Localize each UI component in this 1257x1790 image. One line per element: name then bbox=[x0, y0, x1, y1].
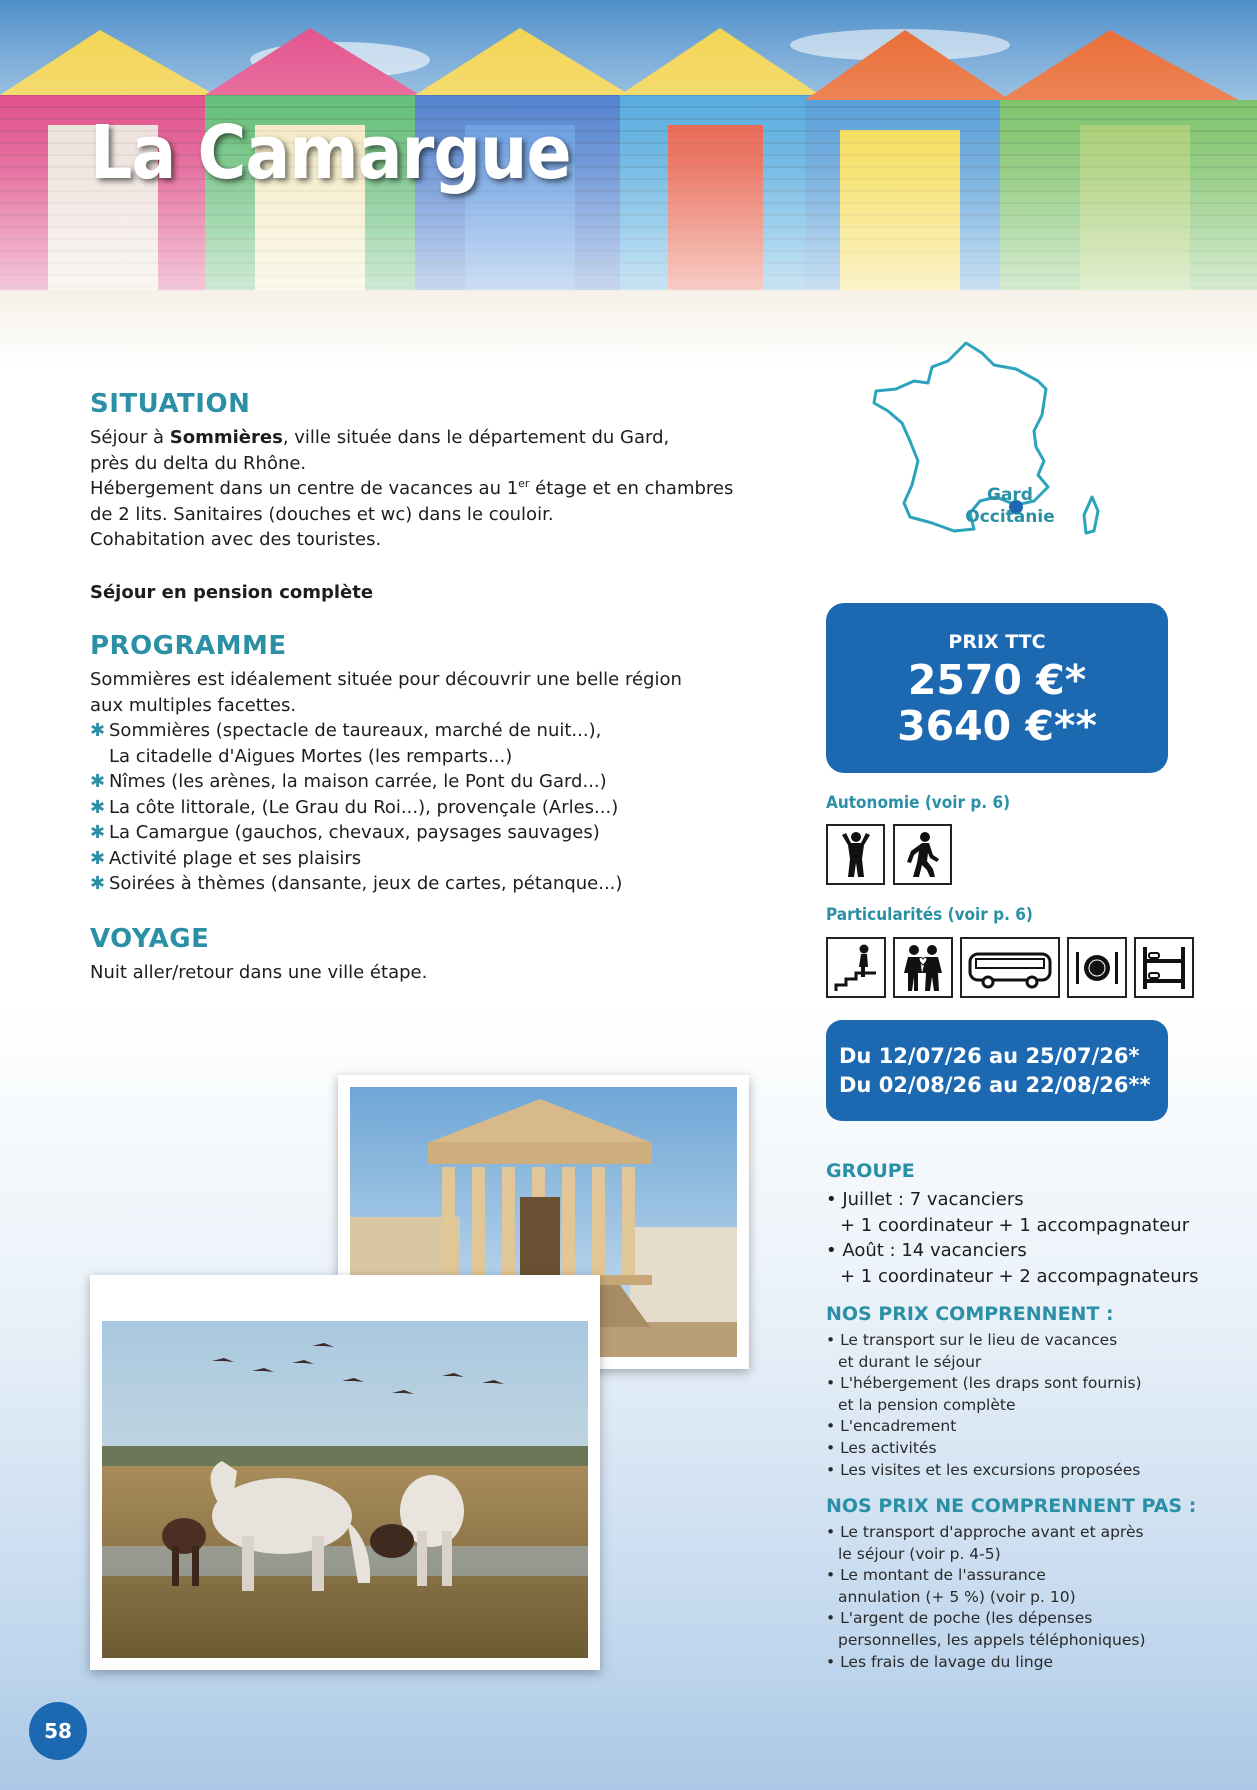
programme-heading: PROGRAMME bbox=[90, 631, 287, 661]
programme-item: ✱ Soirées à thèmes (dansante, jeux de cartes, pétanque...) bbox=[90, 871, 682, 897]
includes-heading: NOS PRIX COMPRENNENT : bbox=[826, 1303, 1114, 1325]
excludes-list bbox=[826, 1522, 1146, 1673]
excludes-line: annulation (+ 5 %) (voir p. 10) bbox=[838, 1587, 1076, 1606]
situation-line-5: Cohabitation avec des touristes. bbox=[90, 529, 382, 550]
header-banner bbox=[0, 0, 1257, 370]
groupe-line: + 1 coordinateur + 2 accompagnateurs bbox=[840, 1265, 1199, 1287]
groupe-line: • Juillet : 7 vacanciers bbox=[826, 1189, 1024, 1210]
minibus-icon bbox=[960, 937, 1060, 998]
price-label: PRIX TTC bbox=[948, 631, 1046, 653]
situation-line-4: de 2 lits. Sanitaires (douches et wc) dans le couloir. bbox=[90, 503, 554, 525]
couple-icon bbox=[893, 937, 953, 998]
includes-line: • L'encadrement bbox=[826, 1417, 957, 1436]
autonomie-label: Autonomie (voir p. 6) bbox=[826, 793, 1011, 813]
excludes-line: • Le transport d'approche avant et après bbox=[826, 1523, 1144, 1541]
includes-line: et la pension complète bbox=[838, 1395, 1016, 1414]
bullet-icon: ✱ bbox=[90, 796, 106, 818]
excludes-line: personnelles, les appels téléphoniques) bbox=[838, 1630, 1146, 1649]
excludes-line: • Le montant de l'assurance bbox=[826, 1566, 1046, 1585]
price-value-1: 2570 €* bbox=[907, 656, 1087, 704]
programme-item: ✱ La côte littorale, (Le Grau du Roi...), provençale (Arles...) bbox=[90, 795, 682, 821]
bullet-icon: ✱ bbox=[90, 771, 106, 792]
includes-line: • L'hébergement (les draps sont fournis) bbox=[826, 1374, 1142, 1393]
groupe-line: • Août : 14 vacanciers bbox=[826, 1240, 1027, 1261]
includes-line: • Les activités bbox=[826, 1438, 937, 1457]
situation-line-1: Séjour à Sommières, ville située dans le département du Gard, bbox=[90, 427, 670, 448]
page-number: 58 bbox=[29, 1702, 87, 1760]
price-value-2: 3640 €** bbox=[897, 702, 1097, 750]
page-title: La Camargue bbox=[90, 110, 571, 196]
date-range-2: Du 02/08/26 au 22/08/26** bbox=[839, 1073, 1151, 1097]
groupe-line: + 1 coordinateur + 1 accompagnateur bbox=[840, 1214, 1190, 1236]
pension-note: Séjour en pension complète bbox=[90, 582, 374, 603]
bullet-icon: ✱ bbox=[90, 847, 106, 869]
programme-item-continuation: La citadelle d'Aigues Mortes (les remparts...) bbox=[109, 745, 513, 767]
programme-item: ✱ Sommières (spectacle de taureaux, marché de nuit...), La citadelle d'Aigues Mortes (les remparts...) bbox=[90, 718, 682, 769]
programme-item: ✱ La Camargue (gauchos, chevaux, paysages sauvages) bbox=[90, 820, 682, 846]
stairs-icon bbox=[826, 937, 886, 998]
map-region: Occitanie bbox=[965, 507, 1055, 527]
situation-heading: SITUATION bbox=[90, 389, 251, 419]
walking-person-icon bbox=[893, 824, 952, 885]
programme-item: ✱ Activité plage et ses plaisirs bbox=[90, 846, 682, 872]
bullet-icon: ✱ bbox=[90, 720, 106, 741]
bullet-icon: ✱ bbox=[90, 822, 106, 843]
includes-line: • Les visites et les excursions proposées bbox=[826, 1460, 1141, 1479]
standing-person-icon bbox=[826, 824, 885, 885]
situation-line-2: près du delta du Rhône. bbox=[90, 452, 307, 474]
particularites-label: Particularités (voir p. 6) bbox=[826, 905, 1033, 925]
bunk-bed-icon bbox=[1134, 937, 1194, 998]
situation-text bbox=[90, 425, 733, 553]
programme-item: ✱ Nîmes (les arènes, la maison carrée, le Pont du Gard...) bbox=[90, 769, 682, 795]
map-department: Gard bbox=[987, 485, 1033, 505]
price-box bbox=[826, 603, 1168, 773]
includes-list bbox=[826, 1330, 1142, 1481]
excludes-line: • L'argent de poche (les dépenses bbox=[826, 1609, 1093, 1628]
map-region-label bbox=[955, 484, 1065, 528]
date-range-1: Du 12/07/26 au 25/07/26* bbox=[839, 1044, 1140, 1068]
bullet-icon: ✱ bbox=[90, 873, 106, 894]
meal-icon bbox=[1067, 937, 1127, 998]
dates-box bbox=[826, 1020, 1168, 1121]
includes-line: et durant le séjour bbox=[838, 1352, 982, 1371]
france-map-icon bbox=[866, 335, 1106, 575]
excludes-heading: NOS PRIX NE COMPRENNENT PAS : bbox=[826, 1495, 1197, 1517]
programme-text bbox=[90, 667, 682, 897]
excludes-line: le séjour (voir p. 4-5) bbox=[838, 1544, 1001, 1563]
programme-intro-1: Sommières est idéalement située pour découvrir une belle région bbox=[90, 669, 682, 690]
groupe-list bbox=[826, 1187, 1199, 1289]
situation-line-3: Hébergement dans un centre de vacances au 1er étage et en chambres bbox=[90, 477, 734, 499]
excludes-line: • Les frais de lavage du linge bbox=[826, 1652, 1054, 1671]
programme-intro-2: aux multiples facettes. bbox=[90, 694, 297, 716]
voyage-text: Nuit aller/retour dans une ville étape. bbox=[90, 962, 428, 983]
includes-line: • Le transport sur le lieu de vacances bbox=[826, 1331, 1118, 1349]
camargue-horses-photo bbox=[90, 1275, 600, 1670]
voyage-heading: VOYAGE bbox=[90, 924, 210, 954]
groupe-heading: GROUPE bbox=[826, 1160, 915, 1182]
programme-list bbox=[90, 718, 682, 897]
